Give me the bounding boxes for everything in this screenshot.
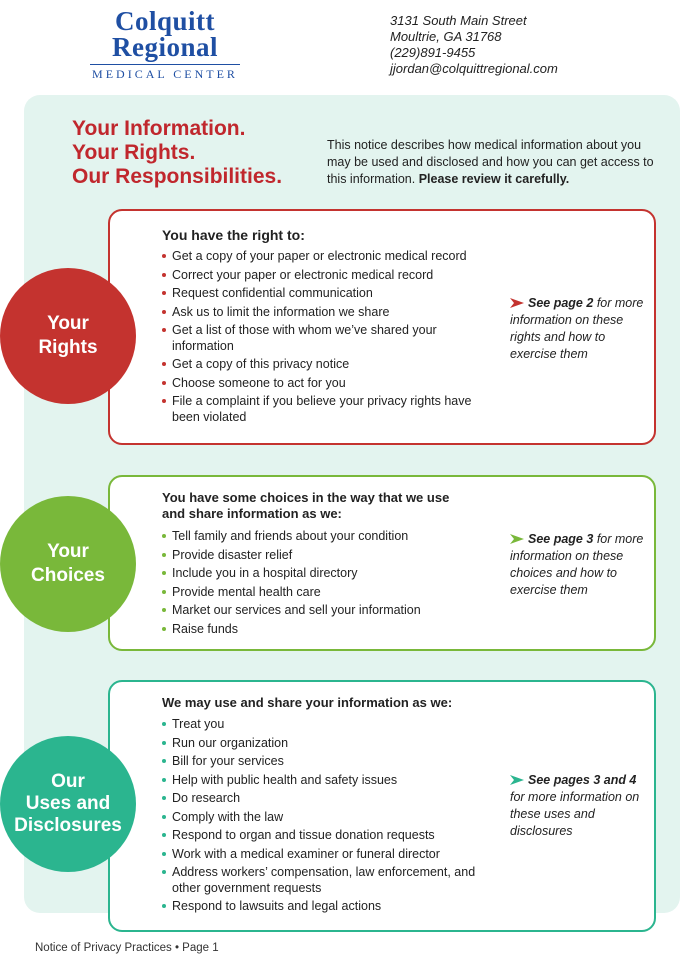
intro-notice <box>327 137 657 188</box>
list-item: Get a copy of this privacy notice <box>162 357 492 373</box>
page-footer: Notice of Privacy Practices • Page 1 <box>35 942 219 954</box>
list-item: Run our organization <box>162 736 492 752</box>
intro-text: This notice describes how medical information about you may be used and disclosed and how you can get access to this information. <box>327 138 654 186</box>
uses-see-rest: for more information on these uses and disclosures <box>510 790 640 838</box>
uses-circle-line-2: Uses and <box>25 793 111 814</box>
page-headline <box>72 117 282 189</box>
uses-box <box>108 680 656 932</box>
list-item: Get a list of those with whom we’ve shared your information <box>162 323 492 354</box>
choices-see-bold: See page 3 <box>528 532 594 546</box>
list-item: Respond to lawsuits and legal actions <box>162 899 492 915</box>
choices-list <box>162 529 492 640</box>
list-item: Choose someone to act for you <box>162 376 492 392</box>
list-item: Raise funds <box>162 622 492 638</box>
list-item: Help with public health and safety issues <box>162 773 492 789</box>
list-item: Address workers’ compensation, law enforcement, and other government requests <box>162 865 492 896</box>
uses-circle-line-1: Our <box>51 771 85 792</box>
list-item: Comply with the law <box>162 810 492 826</box>
address-email: jjordan@colquittregional.com <box>390 61 558 76</box>
rights-see-page <box>510 295 650 363</box>
uses-circle-line-3: Disclosures <box>14 815 122 836</box>
arrow-right-icon <box>510 298 524 308</box>
list-item: Work with a medical examiner or funeral director <box>162 847 492 863</box>
arrow-right-icon <box>510 775 524 785</box>
uses-circle <box>0 736 136 872</box>
uses-see-bold: See pages 3 and 4 <box>528 773 637 787</box>
list-item: Provide mental health care <box>162 585 492 601</box>
rights-circle-line-1: Your <box>47 313 89 334</box>
logo-line-1: Colquitt <box>114 6 216 36</box>
choices-circle-line-2: Choices <box>31 565 105 586</box>
logo-subtitle: MEDICAL CENTER <box>90 64 240 82</box>
list-item: Market our services and sell your information <box>162 603 492 619</box>
headline-line-1: Your Information. <box>72 117 246 140</box>
rights-see-rest: for more information on these rights and how to exercise them <box>510 296 644 361</box>
address-block <box>390 13 558 77</box>
list-item: Bill for your services <box>162 754 492 770</box>
logo-line-2: Regional <box>111 32 218 62</box>
address-street: 3131 South Main Street <box>390 13 527 28</box>
list-item: Ask us to limit the information we share <box>162 305 492 321</box>
list-item: Request confidential communication <box>162 286 492 302</box>
list-item: Respond to organ and tissue donation requests <box>162 828 492 844</box>
headline-line-3: Our Responsibilities. <box>72 165 283 188</box>
list-item: Provide disaster relief <box>162 548 492 564</box>
uses-list <box>162 717 492 918</box>
list-item: Tell family and friends about your condition <box>162 529 492 545</box>
headline-line-2: Your Rights. <box>72 141 196 164</box>
logo <box>90 8 240 82</box>
choices-circle-line-1: Your <box>47 541 89 562</box>
list-item: Do research <box>162 791 492 807</box>
rights-see-bold: See page 2 <box>528 296 594 310</box>
list-item: Include you in a hospital directory <box>162 566 492 582</box>
rights-box <box>108 209 656 445</box>
list-item: Treat you <box>162 717 492 733</box>
address-city: Moultrie, GA 31768 <box>390 29 502 44</box>
choices-heading: You have some choices in the way that we use and share information as we: <box>162 490 450 521</box>
list-item: File a complaint if you believe your privacy rights have been violated <box>162 394 492 425</box>
rights-heading: You have the right to: <box>162 227 305 243</box>
list-item: Correct your paper or electronic medical record <box>162 268 492 284</box>
intro-emphasis: Please review it carefully. <box>418 172 570 186</box>
rights-circle <box>0 268 136 404</box>
uses-see-page <box>510 772 650 840</box>
choices-see-page <box>510 531 650 599</box>
choices-circle <box>0 496 136 632</box>
arrow-right-icon <box>510 534 524 544</box>
rights-list <box>162 249 492 428</box>
uses-heading: We may use and share your information as we: <box>162 695 453 710</box>
rights-circle-line-2: Rights <box>38 337 98 358</box>
choices-see-rest: for more information on these choices and how to exercise them <box>510 532 644 597</box>
choices-box <box>108 475 656 651</box>
address-phone: (229)891-9455 <box>390 45 476 60</box>
list-item: Get a copy of your paper or electronic medical record <box>162 249 492 265</box>
